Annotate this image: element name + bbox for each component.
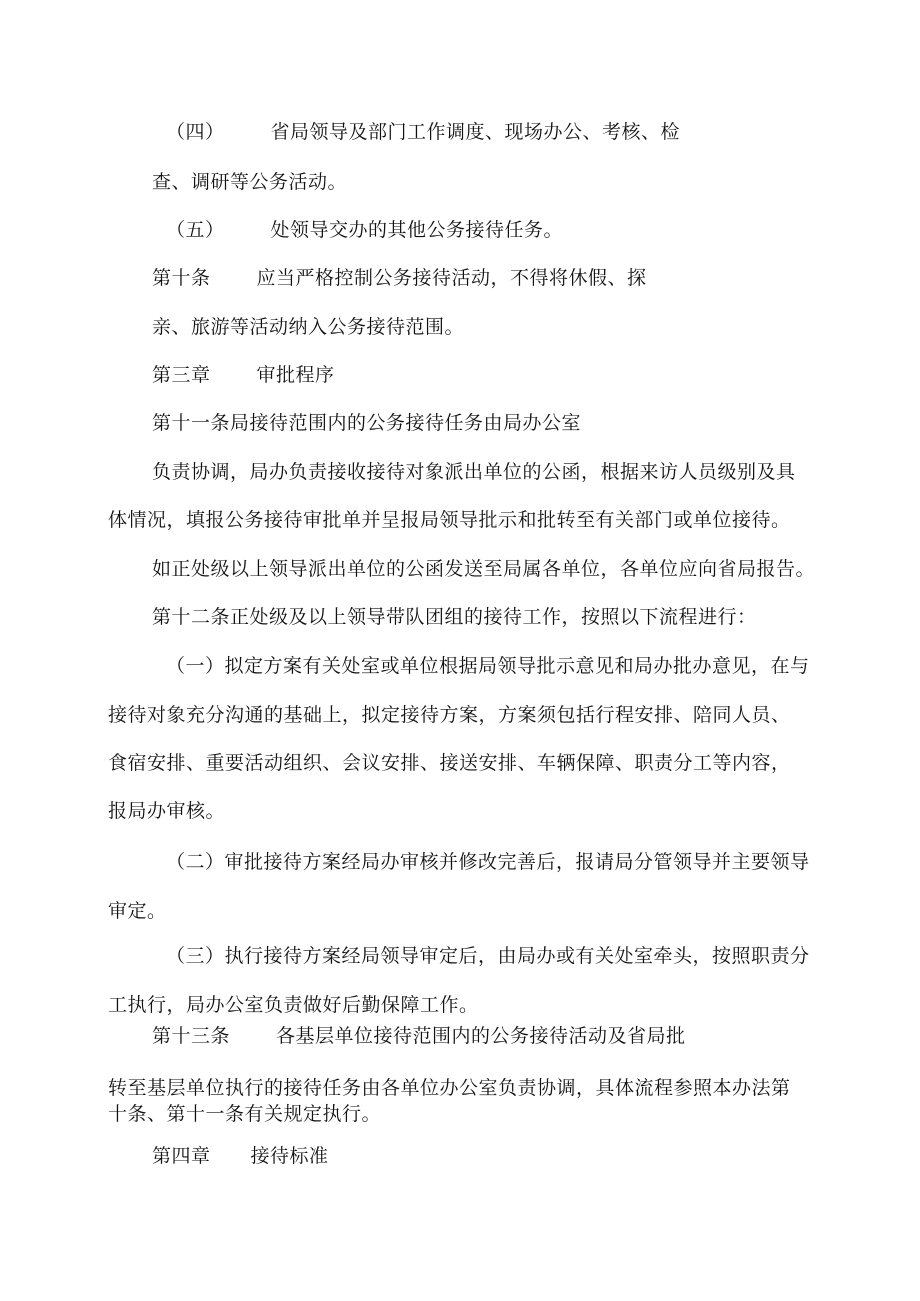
step-3-line2: 工执行，局办公室负责做好后勤保障工作。 (108, 994, 479, 1016)
chapter-label: 第三章 (152, 364, 211, 386)
item-text: 省局领导及部门工作调度、现场办公、考核、检 (270, 121, 681, 143)
article-11-line3: 体情况，填报公务接待审批单并呈报局领导批示和批转至有关部门或单位接待。 (108, 509, 791, 531)
article-10 (152, 266, 647, 290)
item-text: 处领导交办的其他公务接待任务。 (270, 219, 564, 241)
article-10-cont: 亲、旅游等活动纳入公务接待范围。 (152, 316, 465, 338)
paragraph-report: 如正处级以上领导派出单位的公函发送至局属各单位，各单位应向省局报告。 (152, 558, 816, 580)
step-3-line1: （三）执行接待方案经局领导审定后，由局办或有关处室牵头，按照职责分 (166, 945, 810, 967)
item-label: （五） (166, 219, 225, 241)
article-text: 应当严格控制公务接待活动，不得将休假、探 (256, 267, 647, 289)
step-1-line3: 食宿安排、重要活动组织、会议安排、接送安排、车辆保障、职责分工等内容， (108, 752, 791, 774)
article-label: 第十条 (152, 267, 211, 289)
step-1-line1: （一）拟定方案有关处室或单位根据局领导批示意见和局办批办意见，在与 (166, 655, 810, 677)
article-11-line2: 负责协调，局办负责接收接待对象派出单位的公函，根据来访人员级别及具 (152, 461, 796, 483)
paragraph-item-4-cont: 查、调研等公务活动。 (152, 171, 348, 193)
step-2-line2: 审定。 (108, 900, 167, 922)
chapter-4-heading (152, 1144, 329, 1168)
paragraph-item-4 (166, 120, 680, 144)
step-2-line1: （二）审批接待方案经局办审核并修改完善后，报请局分管领导并主要领导 (166, 851, 810, 873)
paragraph-item-5 (166, 218, 563, 242)
article-12: 第十二条正处级及以上领导带队团组的接待工作，按照以下流程进行： (152, 606, 757, 628)
chapter-label: 第四章 (152, 1145, 211, 1167)
article-label: 第十三条 (152, 1025, 231, 1047)
chapter-3-heading (152, 363, 335, 387)
article-13-line3: 十条、第十一条有关规定执行。 (108, 1103, 382, 1125)
step-1-line2: 接待对象充分沟通的基础上，拟定接待方案，方案须包括行程安排、陪同人员、 (108, 704, 791, 726)
chapter-title: 审批程序 (256, 364, 335, 386)
chapter-title: 接待标准 (250, 1145, 329, 1167)
article-text: 各基层单位接待范围内的公务接待活动及省局批 (276, 1025, 686, 1047)
step-1-line4: 报局办审核。 (108, 800, 226, 822)
article-13 (152, 1024, 686, 1048)
article-13-line2: 转至基层单位执行的接待任务由各单位办公室负责协调，具体流程参照本办法第 (108, 1077, 791, 1099)
article-11-line1: 第十一条局接待范围内的公务接待任务由局办公室 (152, 412, 582, 434)
item-label: （四） (166, 121, 225, 143)
